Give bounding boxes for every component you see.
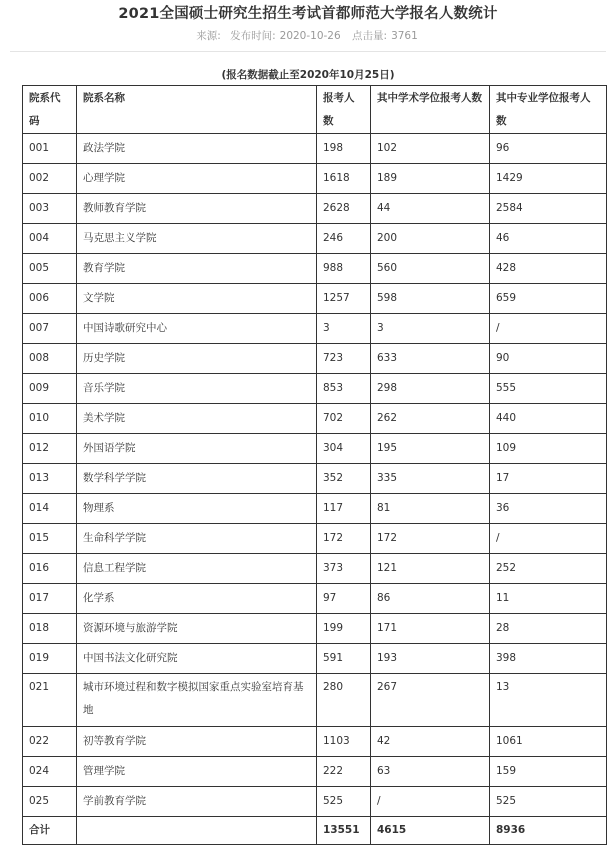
cell-professional-applicants: 440 (490, 404, 607, 434)
cell-dept-code: 021 (23, 674, 77, 727)
cell-dept-name: 数学科学学院 (77, 464, 317, 494)
cell-professional-applicants: 659 (490, 284, 607, 314)
table-row (23, 134, 607, 164)
cell-academic-applicants: 633 (371, 344, 490, 374)
cell-dept-code: 003 (23, 194, 77, 224)
cell-dept-name: 中国书法文化研究院 (77, 644, 317, 674)
cell-professional-applicants: 109 (490, 434, 607, 464)
cell-academic-applicants: 193 (371, 644, 490, 674)
table-row (23, 524, 607, 554)
cell-dept-name: 初等教育学院 (77, 727, 317, 757)
table-row (23, 434, 607, 464)
table-row (23, 194, 607, 224)
cell-total-applicants: 853 (317, 374, 371, 404)
cell-dept-name: 历史学院 (77, 344, 317, 374)
cell-total-applicants: 591 (317, 644, 371, 674)
header-academic-applicants: 其中学术学位报考人数 (371, 86, 490, 134)
cell-professional-applicants: 525 (490, 787, 607, 817)
cell-dept-code: 002 (23, 164, 77, 194)
cell-dept-code: 017 (23, 584, 77, 614)
cell-academic-applicants: 262 (371, 404, 490, 434)
cell-total-applicants: 280 (317, 674, 371, 727)
cell-dept-name: 外国语学院 (77, 434, 317, 464)
table-row (23, 584, 607, 614)
cell-dept-code: 013 (23, 464, 77, 494)
table-body (23, 134, 607, 817)
table-row (23, 757, 607, 787)
cell-total-applicants: 723 (317, 344, 371, 374)
cell-total-applicants: 198 (317, 134, 371, 164)
cell-dept-name: 物理系 (77, 494, 317, 524)
article-meta (0, 28, 616, 43)
table-row (23, 344, 607, 374)
cell-dept-code: 012 (23, 434, 77, 464)
cell-professional-applicants: 159 (490, 757, 607, 787)
cell-academic-applicants: 3 (371, 314, 490, 344)
cell-academic-applicants: 267 (371, 674, 490, 727)
cell-dept-name: 管理学院 (77, 757, 317, 787)
cell-professional-applicants: 1429 (490, 164, 607, 194)
cell-dept-code: 004 (23, 224, 77, 254)
publish-label: 发布时间: (230, 30, 276, 42)
cell-total-applicants: 352 (317, 464, 371, 494)
cell-academic-applicants: 598 (371, 284, 490, 314)
cell-academic-applicants: / (371, 787, 490, 817)
cell-dept-code: 005 (23, 254, 77, 284)
table-caption: (报名数据截止至2020年10月25日) (221, 69, 395, 81)
source-label: 来源: (196, 30, 221, 42)
table-row (23, 314, 607, 344)
table-row (23, 674, 607, 727)
table-row (23, 727, 607, 757)
cell-total-applicants: 988 (317, 254, 371, 284)
cell-professional-applicants: 252 (490, 554, 607, 584)
cell-total-applicants: 3 (317, 314, 371, 344)
cell-professional-applicants: 555 (490, 374, 607, 404)
cell-academic-applicants: 102 (371, 134, 490, 164)
table-row (23, 224, 607, 254)
cell-total-applicants: 702 (317, 404, 371, 434)
cell-dept-code: 025 (23, 787, 77, 817)
cell-dept-code: 001 (23, 134, 77, 164)
cell-dept-name: 教师教育学院 (77, 194, 317, 224)
cell-professional-applicants: 90 (490, 344, 607, 374)
cell-dept-name: 心理学院 (77, 164, 317, 194)
cell-total-applicants: 1103 (317, 727, 371, 757)
header-dept-code: 院系代码 (23, 86, 77, 134)
header-total-applicants: 报考人数 (317, 86, 371, 134)
cell-dept-code: 019 (23, 644, 77, 674)
cell-academic-applicants: 42 (371, 727, 490, 757)
cell-dept-code: 015 (23, 524, 77, 554)
header-professional-applicants: 其中专业学位报考人数 (490, 86, 607, 134)
table-row (23, 284, 607, 314)
cell-dept-code: 016 (23, 554, 77, 584)
table-row (23, 614, 607, 644)
cell-academic-applicants: 560 (371, 254, 490, 284)
cell-professional-applicants: 11 (490, 584, 607, 614)
cell-total-applicants: 97 (317, 584, 371, 614)
cell-professional-applicants: 36 (490, 494, 607, 524)
cell-dept-name: 政法学院 (77, 134, 317, 164)
cell-professional-applicants: / (490, 314, 607, 344)
cell-total-applicants: 304 (317, 434, 371, 464)
cell-professional-applicants: / (490, 524, 607, 554)
view-count (350, 30, 420, 42)
views-value: 3761 (391, 30, 418, 42)
cell-dept-name: 美术学院 (77, 404, 317, 434)
cell-total-applicants: 2628 (317, 194, 371, 224)
cell-total-applicants: 222 (317, 757, 371, 787)
publish-time (228, 30, 343, 42)
cell-total-applicants: 525 (317, 787, 371, 817)
cell-total-applicants: 1618 (317, 164, 371, 194)
cell-total-applicants: 199 (317, 614, 371, 644)
views-label: 点击量: (352, 30, 388, 42)
cell-dept-name: 音乐学院 (77, 374, 317, 404)
total-empty-cell (77, 817, 317, 845)
header-dept-name: 院系名称 (77, 86, 317, 134)
cell-academic-applicants: 200 (371, 224, 490, 254)
cell-dept-code: 007 (23, 314, 77, 344)
table-row (23, 374, 607, 404)
cell-academic-applicants: 86 (371, 584, 490, 614)
cell-academic-applicants: 189 (371, 164, 490, 194)
cell-dept-name: 化学系 (77, 584, 317, 614)
cell-academic-applicants: 81 (371, 494, 490, 524)
total-label: 合计 (23, 817, 77, 845)
cell-professional-applicants: 17 (490, 464, 607, 494)
cell-professional-applicants: 46 (490, 224, 607, 254)
title-divider (10, 51, 606, 52)
cell-academic-applicants: 44 (371, 194, 490, 224)
table-row (23, 164, 607, 194)
cell-dept-code: 018 (23, 614, 77, 644)
cell-academic-applicants: 195 (371, 434, 490, 464)
cell-professional-applicants: 1061 (490, 727, 607, 757)
cell-academic-applicants: 171 (371, 614, 490, 644)
cell-professional-applicants: 96 (490, 134, 607, 164)
article-title: 2021全国硕士研究生招生考试首都师范大学报名人数统计 (118, 6, 498, 22)
cell-professional-applicants: 2584 (490, 194, 607, 224)
cell-dept-name: 资源环境与旅游学院 (77, 614, 317, 644)
cell-dept-name: 生命科学学院 (77, 524, 317, 554)
cell-dept-code: 006 (23, 284, 77, 314)
cell-professional-applicants: 398 (490, 644, 607, 674)
table-row (23, 464, 607, 494)
enrollment-table (22, 85, 607, 845)
table-row (23, 787, 607, 817)
publish-date: 2020-10-26 (279, 30, 341, 42)
total-applicants: 13551 (317, 817, 371, 845)
cell-dept-code: 024 (23, 757, 77, 787)
cell-dept-code: 010 (23, 404, 77, 434)
cell-academic-applicants: 335 (371, 464, 490, 494)
cell-dept-name: 学前教育学院 (77, 787, 317, 817)
cell-total-applicants: 246 (317, 224, 371, 254)
cell-professional-applicants: 428 (490, 254, 607, 284)
table-header-row (23, 86, 607, 134)
cell-total-applicants: 373 (317, 554, 371, 584)
cell-dept-name: 中国诗歌研究中心 (77, 314, 317, 344)
table-row (23, 404, 607, 434)
cell-professional-applicants: 13 (490, 674, 607, 727)
cell-dept-code: 022 (23, 727, 77, 757)
cell-dept-name: 城市环境过程和数字模拟国家重点实验室培育基地 (77, 674, 317, 727)
table-row (23, 554, 607, 584)
cell-dept-name: 马克思主义学院 (77, 224, 317, 254)
cell-total-applicants: 1257 (317, 284, 371, 314)
cell-academic-applicants: 63 (371, 757, 490, 787)
total-professional: 8936 (490, 817, 607, 845)
cell-dept-code: 008 (23, 344, 77, 374)
cell-dept-code: 009 (23, 374, 77, 404)
cell-dept-name: 教育学院 (77, 254, 317, 284)
cell-academic-applicants: 172 (371, 524, 490, 554)
cell-dept-name: 文学院 (77, 284, 317, 314)
cell-dept-code: 014 (23, 494, 77, 524)
total-academic: 4615 (371, 817, 490, 845)
cell-professional-applicants: 28 (490, 614, 607, 644)
cell-academic-applicants: 298 (371, 374, 490, 404)
table-row (23, 494, 607, 524)
cell-total-applicants: 172 (317, 524, 371, 554)
table-row (23, 254, 607, 284)
cell-total-applicants: 117 (317, 494, 371, 524)
cell-dept-name: 信息工程学院 (77, 554, 317, 584)
table-row (23, 644, 607, 674)
table-total-row (23, 817, 607, 845)
cell-academic-applicants: 121 (371, 554, 490, 584)
